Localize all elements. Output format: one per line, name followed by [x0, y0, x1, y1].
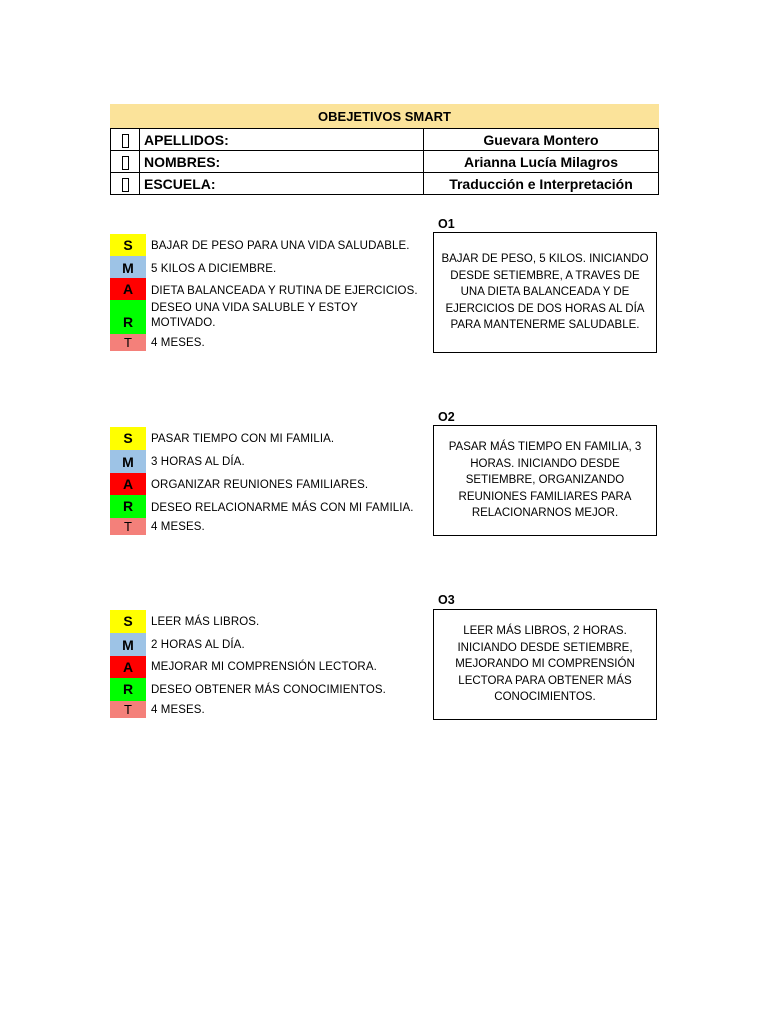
objective-label: O1: [438, 217, 455, 231]
page-title: OBEJETIVOS SMART: [110, 104, 659, 128]
smart-text-t: 4 MESES.: [151, 521, 205, 533]
smart-text-m: 5 KILOS A DICIEMBRE.: [151, 263, 277, 275]
checkbox-icon: [111, 173, 140, 195]
smart-text-m: 2 HORAS AL DÍA.: [151, 639, 245, 651]
smart-letter-r: R: [110, 300, 146, 334]
smart-text-t: 4 MESES.: [151, 337, 205, 349]
checkbox-icon: [111, 129, 140, 151]
smart-letter-m: M: [110, 450, 146, 473]
smart-letter-s: S: [110, 610, 146, 633]
smart-text-a: MEJORAR MI COMPRENSIÓN LECTORA.: [151, 661, 377, 673]
escuela-label: ESCUELA:: [140, 173, 424, 195]
smart-letter-s: S: [110, 427, 146, 450]
smart-text-m: 3 HORAS AL DÍA.: [151, 456, 245, 468]
smart-text-t: 4 MESES.: [151, 704, 205, 716]
nombres-label: NOMBRES:: [140, 151, 424, 173]
smart-letter-a: A: [110, 473, 146, 495]
smart-letter-t: T: [110, 334, 146, 351]
smart-letter-m: M: [110, 256, 146, 278]
smart-letter-m: M: [110, 633, 146, 656]
table-row: [111, 151, 659, 173]
smart-letter-r: R: [110, 678, 146, 701]
escuela-value: Traducción e Interpretación: [424, 173, 659, 195]
objective-summary-box: PASAR MÁS TIEMPO EN FAMILIA, 3 HORAS. INICIANDO DESDE SETIEMBRE, ORGANIZANDO REUNIONES FAMILIARES PARA RELACIONARNOS MEJOR.: [433, 425, 657, 536]
objective-summary-box: BAJAR DE PESO, 5 KILOS. INICIANDO DESDE SETIEMBRE, A TRAVES DE UNA DIETA BALANCEADA Y DE EJERCICIOS DE DOS HORAS AL DÍA PARA MANTENERME SALUDABLE.: [433, 232, 657, 353]
apellidos-value: Guevara Montero: [424, 129, 659, 151]
smart-text-r: DESEO UNA VIDA SALUBLE Y ESTOY MOTIVADO.: [151, 302, 358, 329]
objective-label: O2: [438, 410, 455, 424]
smart-letter-r: R: [110, 495, 146, 518]
smart-text-a: DIETA BALANCEADA Y RUTINA DE EJERCICIOS.: [151, 285, 418, 297]
smart-letter-a: A: [110, 278, 146, 300]
smart-letter-a: A: [110, 656, 146, 678]
smart-letter-s: S: [110, 234, 146, 256]
smart-text-r: DESEO OBTENER MÁS CONOCIMIENTOS.: [151, 684, 386, 696]
smart-text-s: LEER MÁS LIBROS.: [151, 616, 260, 628]
smart-text-r: DESEO RELACIONARME MÁS CON MI FAMILIA.: [151, 502, 414, 514]
checkbox-icon: [111, 151, 140, 173]
apellidos-label: APELLIDOS:: [140, 129, 424, 151]
nombres-value: Arianna Lucía Milagros: [424, 151, 659, 173]
smart-text-s: BAJAR DE PESO PARA UNA VIDA SALUDABLE.: [151, 240, 410, 252]
objective-summary-box: LEER MÁS LIBROS, 2 HORAS. INICIANDO DESDE SETIEMBRE, MEJORANDO MI COMPRENSIÓN LECTORA PARA OBTENER MÁS CONOCIMIENTOS.: [433, 609, 657, 720]
objective-label: O3: [438, 593, 455, 607]
smart-letter-t: T: [110, 701, 146, 718]
student-info-table: [110, 128, 659, 195]
smart-letter-t: T: [110, 518, 146, 535]
smart-text-s: PASAR TIEMPO CON MI FAMILIA.: [151, 433, 335, 445]
table-row: [111, 129, 659, 151]
smart-text-a: ORGANIZAR REUNIONES FAMILIARES.: [151, 479, 369, 491]
table-row: [111, 173, 659, 195]
